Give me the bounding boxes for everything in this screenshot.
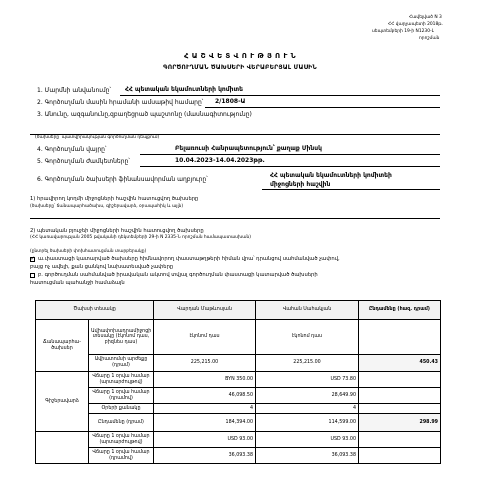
cell-b: USD 73.80 (256, 372, 359, 388)
table-row (36, 448, 441, 464)
field-3-note: (ծախսերը՝ պատվիրակության գործուղման դեպքում) (35, 135, 160, 140)
field-4-label: 4. Գործուղման վայրը՝ (37, 146, 107, 153)
cell-total: 450.43 (359, 355, 441, 372)
cell-b: 28,649.90 (256, 388, 359, 404)
field-5-value: 10.04.2023-14.04.2023թթ. (175, 157, 265, 164)
row-label: Վճարը 1 օրվա համար (արտարժույթով) (89, 372, 154, 388)
field-3-label: 3. Անունը, ազգանունը,զբաղեցրած պաշտոնը (մասնագիտությունը) (37, 111, 252, 118)
cell-total: 298.99 (359, 414, 441, 432)
annex-line-4: որոշման (419, 36, 440, 41)
annex-line-2: ՀՀ վարչապետի 2018թ. (388, 22, 443, 27)
row-label: Վճարը 1 օրվա համար (արտարժույթով) (89, 432, 154, 448)
cell-total (359, 372, 441, 388)
cell-total (359, 404, 441, 414)
row-label: Ընդամենը (դրամ) (89, 414, 154, 432)
field-2-label: 2. Գործուղման մասին հրամանի ամսաթիվ համարը՝ (37, 99, 204, 106)
document-subtitle: ԳՈՐԾՈՒՂՄԱՆ ԾԱԽՍԵՐԻ ՎԵՐԱԲԵՐՅԱԼ ՄԱՍԻՆ (163, 64, 317, 71)
option-b-label-2: հատուցման պահանջի համաձայն (30, 280, 125, 286)
table-row (36, 432, 441, 448)
table-row (36, 414, 441, 432)
field-6-value-line1: ՀՀ պետական եկամուտների կոմիտեի (270, 172, 392, 179)
option-b-label: բ. գործուղման սահմանված իրավական ակտով տվյալ գործուղման փաստացի կատարված ծախսերի (38, 272, 318, 278)
field-4-underline (140, 154, 440, 155)
annex-line-1: Հավելված N 3 (409, 15, 442, 20)
cell-a: էկոնոմ դաս (154, 320, 256, 355)
row-label: Ավիափոխադրամիջոցի տեսակը (էկոնոմ դաս, բիզնես դաս) (89, 320, 154, 355)
row-label: Վճարը 1 օրվա համար (դրամով) (89, 388, 154, 404)
table-row (36, 404, 441, 414)
header-total: Ընդամենը (հազ. դրամ) (359, 301, 441, 320)
field-6-label: 6. Գործուղման ծախսերի ֆինանսավորման աղբյուրը՝ (37, 176, 208, 183)
group-per-diem (36, 432, 89, 464)
option-a-checkbox[interactable] (30, 257, 35, 262)
table-row (36, 388, 441, 404)
cell-b: 225,215.00 (256, 355, 359, 372)
table-row (36, 320, 441, 355)
field-1-value: ՀՀ պետական եկամուտների կոմիտե (125, 86, 243, 93)
document-title: Հ Ա Շ Վ Ե Տ Վ Ո Ւ Թ Յ Ո Ւ Ն (183, 52, 297, 60)
expense-table (35, 300, 441, 464)
group-travel: Ճանապարհա- ծախսեր (36, 320, 89, 372)
cell-b: էկոնոմ դաս (256, 320, 359, 355)
annex-line-3: սեպտեմբերի 19-ի N1230-Լ (372, 29, 434, 34)
cell-a: BYN 350.00 (154, 372, 256, 388)
option-a-label-2: բայց ոչ ավելի, քան ցանկով նախատեսված չափերը (30, 264, 174, 270)
header-expense-type: Ծախսի տեսակը (36, 301, 154, 320)
cell-total (359, 448, 441, 464)
field-1-label: 1. Մարմնի անվանումը՝ (37, 87, 111, 94)
cell-a: 184,394.00 (154, 414, 256, 432)
cell-b: USD 93.00 (256, 432, 359, 448)
cell-a: 46,098.50 (154, 388, 256, 404)
budget-note: (ընտրել ծախսերի փոխհատուցման տարբերակը) (30, 249, 147, 254)
header-person-2: Վահան Սահակյան (256, 301, 359, 320)
option-b-checkbox[interactable] (30, 273, 35, 278)
cell-total (359, 320, 441, 355)
cell-b: 4 (256, 404, 359, 414)
row-label: Ավիատոմսի արժեքը (դրամ) (89, 355, 154, 372)
cell-total (359, 432, 441, 448)
field-2-underline (205, 107, 440, 108)
reimb-underline (30, 218, 440, 219)
cell-a: 225,215.00 (154, 355, 256, 372)
table-row (36, 355, 441, 372)
field-6-value-line2: միջոցների հաշվին (270, 181, 331, 188)
cell-a: USD 93.00 (154, 432, 256, 448)
cell-b: 36,093.38 (256, 448, 359, 464)
cell-b: 114,599.00 (256, 414, 359, 432)
table-header-row (36, 301, 441, 320)
cell-a: 36,093.38 (154, 448, 256, 464)
reimb-line-2: (ծախսերը՝ ճանապարհածախս, գիշերավարձ, օրապահիկ և այլն) (30, 204, 184, 209)
table-row (36, 372, 441, 388)
budget-line-2: (ՀՀ կառավարության 2005 թվականի դեկտեմբերի 29-ի N 2335-Ն որոշման համապատասխան) (30, 235, 251, 240)
field-5-label: 5. Գործուղման ժամկետները՝ (37, 158, 130, 165)
option-a-label: ա.փաստացի կատարված ծախսերը հիմնավորող փաստաթղթերի հիման վրա՝ դրանցով սահմանված չափով, (38, 256, 340, 262)
field-5-underline (140, 166, 440, 167)
cell-a: 4 (154, 404, 256, 414)
row-label: Վճարը 1 օրվա համար (դրամով) (89, 448, 154, 464)
cell-total (359, 388, 441, 404)
reimb-line-1: 1) հրավիրող կողմի միջոցների հաշվին հատուցվող ծախսերը (30, 196, 199, 202)
field-1-underline (120, 95, 440, 96)
header-person-1: Վարդան Մաթևոսյան (154, 301, 256, 320)
row-label: Օրերի քանակը (89, 404, 154, 414)
field-2-value: 2/1808-Ա (215, 98, 246, 105)
field-6-underline (262, 189, 440, 190)
budget-line-1: 2) պետական բյուջեի միջոցների հաշվին հատուցվող ծախսերը (30, 228, 204, 234)
group-lodging: Գիշերավարձ (36, 372, 89, 432)
field-4-value: Բելառուսի Հանրապետություն՝ քաղաք Մինսկ (175, 145, 322, 152)
